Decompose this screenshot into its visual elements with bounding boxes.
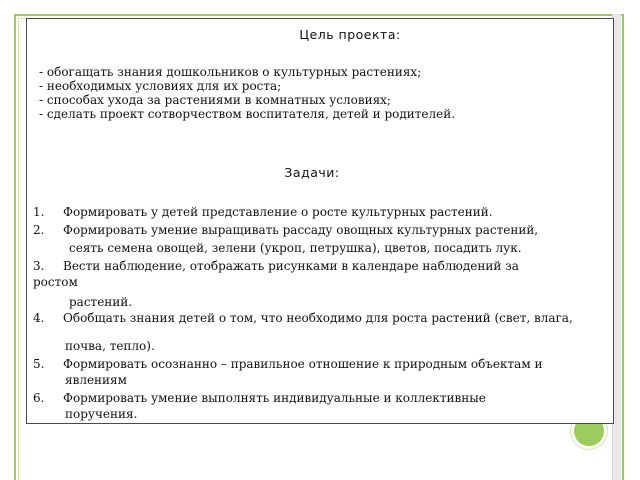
task-text: Формировать умение выращивать рассаду овощных культурных растений, (63, 223, 539, 237)
task-number: 5. (33, 357, 45, 371)
task-text: Формировать умение выполнять индивидуальные и коллективные (63, 391, 486, 405)
task-text: Обобщать знания детей о том, что необходимо для роста растений (свет, влага, (63, 311, 573, 325)
task-text: Вести наблюдение, отображать рисунками в календаре наблюдений за (63, 259, 519, 273)
task-item-4 (33, 311, 573, 326)
task-text-continued: поручения. (65, 407, 138, 421)
tasks-heading: Задачи: (284, 165, 340, 180)
goal-list (39, 65, 455, 121)
task-item-1 (33, 205, 493, 220)
task-text-continued: явлениям (65, 373, 127, 387)
goal-heading: Цель проекта: (299, 27, 401, 42)
task-item-6 (33, 391, 486, 406)
task-number: 4. (33, 311, 45, 325)
goal-item: - способах ухода за растениями в комнатных условиях; (39, 93, 391, 107)
task-number: 6. (33, 391, 45, 405)
task-text: Формировать осознанно – правильное отношение к природным объектам и (63, 357, 543, 371)
task-text-continued: сеять семена овощей, зелени (укроп, петрушка), цветов, посадить лук. (69, 241, 522, 255)
task-item-5 (33, 357, 542, 372)
task-item-2 (33, 223, 538, 238)
task-text-continued: растений. (69, 295, 133, 309)
goal-item: - сделать проект сотворчеством воспитателя, детей и родителей. (39, 107, 456, 121)
content-box (26, 18, 614, 424)
task-number: 2. (33, 223, 45, 237)
task-item-3 (33, 259, 519, 274)
task-text-continued: почва, тепло). (65, 339, 155, 353)
goal-item: - необходимых условиях для их роста; (39, 79, 282, 93)
task-text: Формировать у детей представление о росте культурных растений. (63, 205, 493, 219)
goal-item: - обогащать знания дошкольников о культурных растениях; (39, 65, 422, 79)
task-number: 3. (33, 259, 45, 273)
task-number: 1. (33, 205, 45, 219)
task-text-continued: ростом (33, 275, 78, 289)
